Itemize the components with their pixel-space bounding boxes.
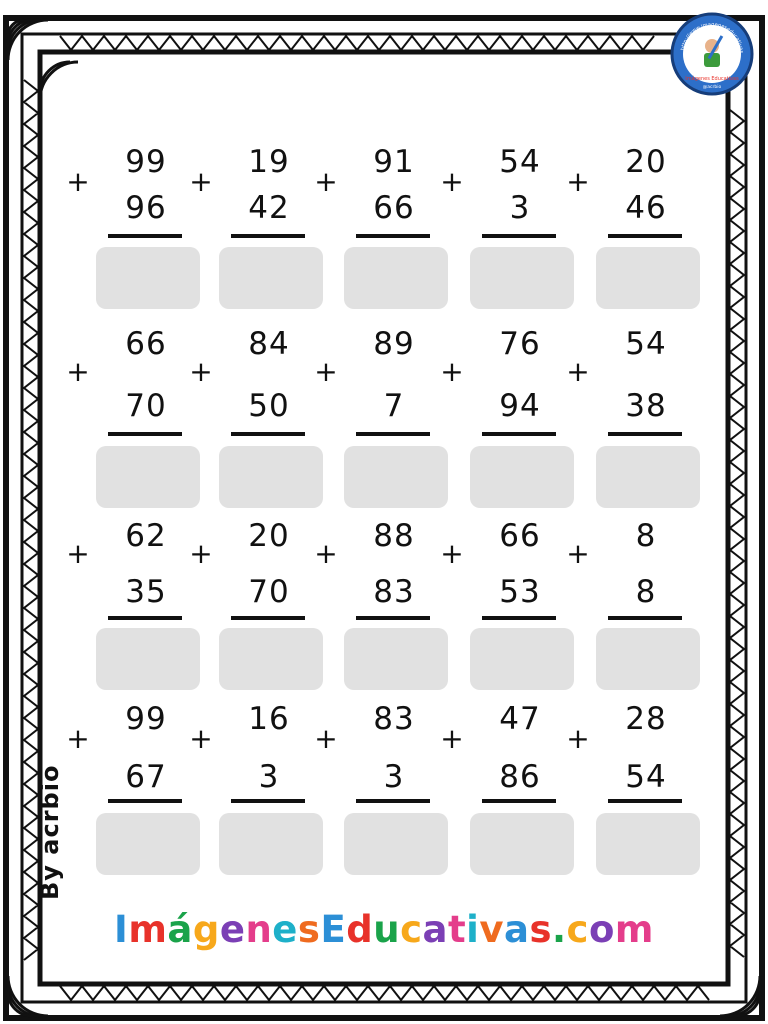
addition-problem — [189, 322, 319, 507]
sum-line — [231, 616, 305, 620]
addend-top: 62 — [125, 518, 167, 554]
sum-line — [608, 799, 682, 803]
addend-bottom: 42 — [248, 190, 290, 226]
answer-box[interactable] — [596, 628, 700, 690]
plus-sign: + — [66, 355, 90, 388]
footer-letter: n — [245, 908, 273, 951]
addend-bottom: 3 — [509, 190, 531, 226]
addition-problem — [566, 322, 696, 507]
addend-top: 54 — [499, 144, 541, 180]
sum-line — [482, 234, 556, 238]
plus-sign: + — [440, 537, 464, 570]
addition-problem — [66, 510, 196, 695]
footer-letter: m — [128, 908, 168, 951]
border-zigzag — [730, 110, 744, 957]
addend-top: 8 — [635, 518, 657, 554]
addition-problem — [440, 322, 570, 507]
addend-top: 76 — [499, 326, 541, 362]
sum-line — [231, 234, 305, 238]
border-zigzag — [60, 36, 654, 50]
addend-top: 99 — [125, 144, 167, 180]
plus-sign: + — [314, 722, 338, 755]
footer-letter: c — [400, 908, 423, 951]
answer-box[interactable] — [344, 628, 448, 690]
footer-letter: t — [447, 908, 467, 951]
sum-line — [108, 616, 182, 620]
addend-top: 28 — [625, 701, 667, 737]
footer-letter: . — [551, 908, 567, 951]
addend-bottom: 38 — [625, 388, 667, 424]
answer-box[interactable] — [344, 446, 448, 508]
answer-box[interactable] — [344, 247, 448, 309]
addend-top: 89 — [373, 326, 415, 362]
plus-sign: + — [189, 355, 213, 388]
plus-sign: + — [66, 165, 90, 198]
addend-top: 19 — [248, 144, 290, 180]
addend-top: 20 — [625, 144, 667, 180]
plus-sign: + — [189, 165, 213, 198]
sum-line — [231, 432, 305, 436]
sum-line — [356, 616, 430, 620]
answer-box[interactable] — [96, 813, 200, 875]
answer-box[interactable] — [596, 446, 700, 508]
footer-letter: a — [503, 908, 530, 951]
sum-line — [482, 432, 556, 436]
addend-bottom: 3 — [383, 759, 405, 795]
plus-sign: + — [566, 355, 590, 388]
addition-problem — [66, 322, 196, 507]
plus-sign: + — [566, 165, 590, 198]
sum-line — [482, 799, 556, 803]
sum-line — [608, 616, 682, 620]
plus-sign: + — [66, 722, 90, 755]
footer-letter: s — [297, 908, 321, 951]
addend-top: 83 — [373, 701, 415, 737]
plus-sign: + — [440, 165, 464, 198]
addition-problem — [189, 510, 319, 695]
logo-handle: @acrbio — [702, 85, 722, 90]
sum-line — [356, 799, 430, 803]
addition-problem — [189, 142, 319, 327]
answer-box[interactable] — [596, 247, 700, 309]
footer-letter: E — [320, 908, 347, 951]
addend-top: 54 — [625, 326, 667, 362]
plus-sign: + — [440, 355, 464, 388]
answer-box[interactable] — [219, 628, 323, 690]
addition-problem — [314, 695, 444, 880]
plus-sign: + — [566, 537, 590, 570]
footer-letter: m — [614, 908, 654, 951]
answer-box[interactable] — [96, 446, 200, 508]
addition-problem — [440, 142, 570, 327]
addition-problem — [189, 695, 319, 880]
addend-bottom: 35 — [125, 574, 167, 610]
answer-box[interactable] — [96, 628, 200, 690]
addition-problem — [566, 142, 696, 327]
footer-letter: i — [466, 908, 480, 951]
addend-bottom: 54 — [625, 759, 667, 795]
footer-letter: g — [192, 908, 220, 951]
answer-box[interactable] — [344, 813, 448, 875]
footer-website — [0, 908, 768, 951]
footer-letter: u — [373, 908, 401, 951]
answer-box[interactable] — [219, 813, 323, 875]
addition-problem — [440, 510, 570, 695]
addend-top: 66 — [499, 518, 541, 554]
addition-problem — [314, 322, 444, 507]
footer-letter: s — [529, 908, 552, 951]
plus-sign: + — [440, 722, 464, 755]
plus-sign: + — [189, 537, 213, 570]
sum-line — [231, 799, 305, 803]
footer-letter: v — [479, 908, 504, 951]
addend-top: 88 — [373, 518, 415, 554]
answer-box[interactable] — [470, 446, 574, 508]
addition-problem — [566, 695, 696, 880]
sum-line — [608, 432, 682, 436]
addend-bottom: 53 — [499, 574, 541, 610]
addition-problem — [314, 510, 444, 695]
footer-letter: c — [566, 908, 589, 951]
addition-problem — [66, 142, 196, 327]
addition-problem — [566, 510, 696, 695]
addend-bottom: 86 — [499, 759, 541, 795]
addend-top: 20 — [248, 518, 290, 554]
addition-problem — [66, 695, 196, 880]
sum-line — [108, 432, 182, 436]
answer-box[interactable] — [219, 446, 323, 508]
answer-box[interactable] — [96, 247, 200, 309]
addend-top: 47 — [499, 701, 541, 737]
sum-line — [108, 234, 182, 238]
plus-sign: + — [566, 722, 590, 755]
addend-bottom: 3 — [258, 759, 280, 795]
footer-letter: d — [346, 908, 374, 951]
sum-line — [482, 616, 556, 620]
border-zigzag — [60, 986, 709, 1000]
addend-bottom: 67 — [125, 759, 167, 795]
addend-bottom: 46 — [625, 190, 667, 226]
footer-letter: e — [272, 908, 298, 951]
addend-top: 66 — [125, 326, 167, 362]
sum-line — [356, 234, 430, 238]
plus-sign: + — [189, 722, 213, 755]
answer-box[interactable] — [219, 247, 323, 309]
sum-line — [356, 432, 430, 436]
plus-sign: + — [314, 537, 338, 570]
addend-bottom: 8 — [635, 574, 657, 610]
addend-top: 99 — [125, 701, 167, 737]
logo-label: Imágenes Educativas — [685, 76, 739, 82]
addend-bottom: 83 — [373, 574, 415, 610]
addend-top: 91 — [373, 144, 415, 180]
plus-sign: + — [314, 165, 338, 198]
answer-box[interactable] — [470, 813, 574, 875]
answer-box[interactable] — [470, 628, 574, 690]
plus-sign: + — [314, 355, 338, 388]
addition-problem — [440, 695, 570, 880]
addend-bottom: 7 — [383, 388, 405, 424]
footer-letter: a — [422, 908, 448, 951]
plus-sign: + — [66, 537, 90, 570]
addend-top: 16 — [248, 701, 290, 737]
sum-line — [608, 234, 682, 238]
answer-box[interactable] — [596, 813, 700, 875]
addend-top: 84 — [248, 326, 290, 362]
author-signature: By acrbio — [36, 764, 64, 900]
addend-bottom: 96 — [125, 190, 167, 226]
site-logo-badge — [670, 12, 754, 96]
footer-letter: I — [114, 908, 129, 951]
addend-bottom: 70 — [125, 388, 167, 424]
addend-bottom: 66 — [373, 190, 415, 226]
sum-line — [108, 799, 182, 803]
answer-box[interactable] — [470, 247, 574, 309]
footer-letter: á — [167, 908, 193, 951]
logo-url: http://www.imageneseducativas — [680, 21, 745, 54]
addend-bottom: 50 — [248, 388, 290, 424]
addition-problem — [314, 142, 444, 327]
addend-bottom: 94 — [499, 388, 541, 424]
addend-bottom: 70 — [248, 574, 290, 610]
footer-letter: o — [588, 908, 615, 951]
footer-letter: e — [219, 908, 246, 951]
